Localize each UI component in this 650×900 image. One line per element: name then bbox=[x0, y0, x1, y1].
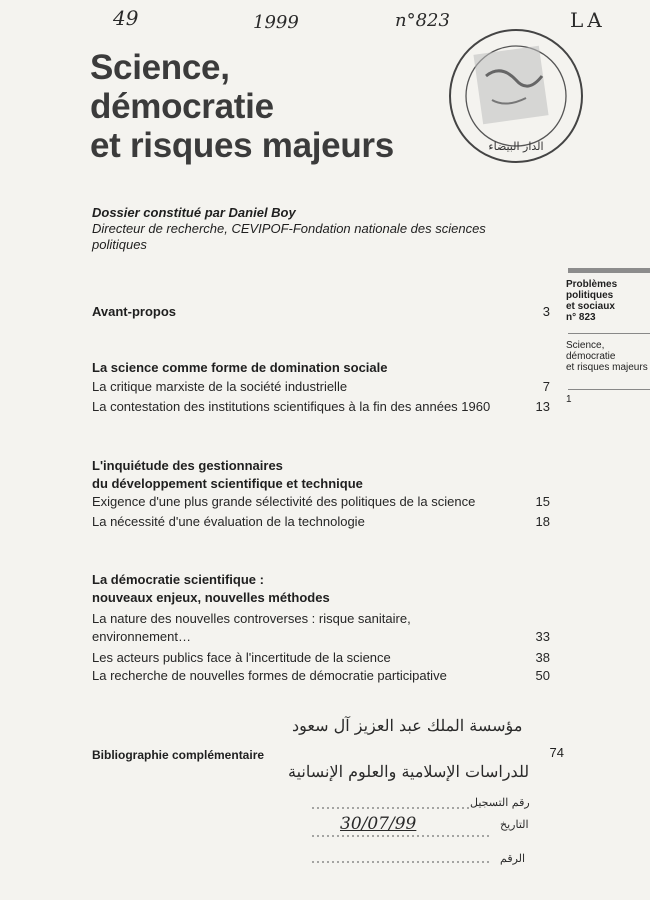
handwritten-code: LA bbox=[570, 8, 606, 32]
toc-entry-page: 38 bbox=[535, 650, 550, 665]
toc-entry-label: La contestation des institutions scientifiques à la fin des années 1960 bbox=[92, 399, 491, 414]
dossier-credit bbox=[92, 205, 532, 253]
toc-entry-label: La recherche de nouvelles formes de démocratie participative bbox=[92, 668, 447, 683]
series-issue-title bbox=[566, 340, 650, 373]
toc-entry-label: La critique marxiste de la société industrielle bbox=[92, 379, 348, 394]
handwritten-year: 1999 bbox=[253, 12, 299, 33]
toc-entry-label: Exigence d'une plus grande sélectivité des politiques de la science bbox=[92, 494, 476, 509]
toc-entry-label: Bibliographie complémentaire bbox=[92, 748, 265, 762]
page-title bbox=[90, 48, 470, 165]
toc-entry-page: 33 bbox=[535, 629, 550, 644]
library-stamp-line: للدراسات الإسلامية والعلوم الإنسانية bbox=[288, 762, 530, 781]
handwritten-page-note: 49 bbox=[113, 6, 139, 30]
toc-entry[interactable] bbox=[92, 378, 550, 396]
series-name bbox=[566, 279, 650, 323]
section-title-line: La science comme forme de domination sociale bbox=[92, 360, 388, 375]
handwritten-number: n°823 bbox=[395, 10, 450, 31]
toc-entry[interactable] bbox=[92, 513, 550, 531]
page-number: 1 bbox=[566, 394, 572, 405]
series-line: et sociaux bbox=[566, 301, 615, 312]
toc-entry[interactable] bbox=[92, 610, 550, 646]
toc-section-title bbox=[92, 457, 550, 493]
toc-entry-avant-propos[interactable] bbox=[92, 303, 550, 321]
library-stamp-line: مؤسسة الملك عبد العزيز آل سعود bbox=[292, 716, 523, 735]
sidebar-divider bbox=[568, 389, 650, 390]
toc-entry-page: 74 bbox=[549, 745, 564, 760]
title-line: et risques majeurs bbox=[90, 126, 394, 165]
series-line: politiques bbox=[566, 290, 614, 301]
toc-entry-page: 50 bbox=[535, 668, 550, 683]
toc-entry[interactable] bbox=[92, 493, 550, 511]
series-line: Problèmes bbox=[566, 279, 618, 290]
section-title-line: du développement scientifique et technique bbox=[92, 476, 363, 491]
toc-entry-label: Les acteurs publics face à l'incertitude de la science bbox=[92, 650, 391, 665]
library-stamp-line: رقم التسجيل bbox=[470, 796, 530, 809]
dossier-author: Dossier constitué par Daniel Boy bbox=[92, 205, 296, 220]
toc-entry-page: 18 bbox=[535, 514, 550, 529]
dossier-author-role: Directeur de recherche, CEVIPOF-Fondation nationale des sciences politiques bbox=[92, 221, 486, 252]
toc-entry-page: 7 bbox=[542, 379, 550, 394]
seal-city-text: الدار البيضاء bbox=[488, 140, 544, 153]
toc-entry-label: environnement… bbox=[92, 629, 191, 644]
toc-entry[interactable] bbox=[92, 667, 550, 685]
library-stamp-line: التاريخ bbox=[500, 818, 529, 831]
section-title-line: L'inquiétude des gestionnaires bbox=[92, 458, 283, 473]
series-number: n° 823 bbox=[566, 312, 596, 323]
toc-section-title bbox=[92, 571, 550, 607]
sidebar-divider bbox=[568, 333, 650, 334]
section-title-line: La démocratie scientifique : bbox=[92, 572, 264, 587]
title-line: Science, bbox=[90, 48, 230, 87]
toc-entry-page: 15 bbox=[535, 494, 550, 509]
stamp-dotted-lines bbox=[312, 800, 512, 870]
registration-date: 30/07/99 bbox=[340, 814, 417, 834]
toc-section-title bbox=[92, 359, 550, 377]
toc-entry[interactable] bbox=[92, 398, 550, 416]
toc-entry[interactable] bbox=[92, 649, 550, 667]
library-stamp-line: الرقم bbox=[500, 852, 526, 865]
toc-entry-label: Avant-propos bbox=[92, 304, 177, 319]
issue-title-line: et risques majeurs bbox=[566, 362, 648, 373]
toc-entry-page: 3 bbox=[542, 304, 550, 319]
issue-title-line: Science, bbox=[566, 340, 605, 351]
toc-entry-label: La nature des nouvelles controverses : risque sanitaire, bbox=[92, 611, 411, 626]
section-title-line: nouveaux enjeux, nouvelles méthodes bbox=[92, 590, 330, 605]
sidebar-top-bar bbox=[568, 268, 650, 273]
toc-entry-page: 13 bbox=[535, 399, 550, 414]
toc-entry-label: La nécessité d'une évaluation de la technologie bbox=[92, 514, 365, 529]
title-line: démocratie bbox=[90, 87, 274, 126]
issue-title-line: démocratie bbox=[566, 351, 616, 362]
